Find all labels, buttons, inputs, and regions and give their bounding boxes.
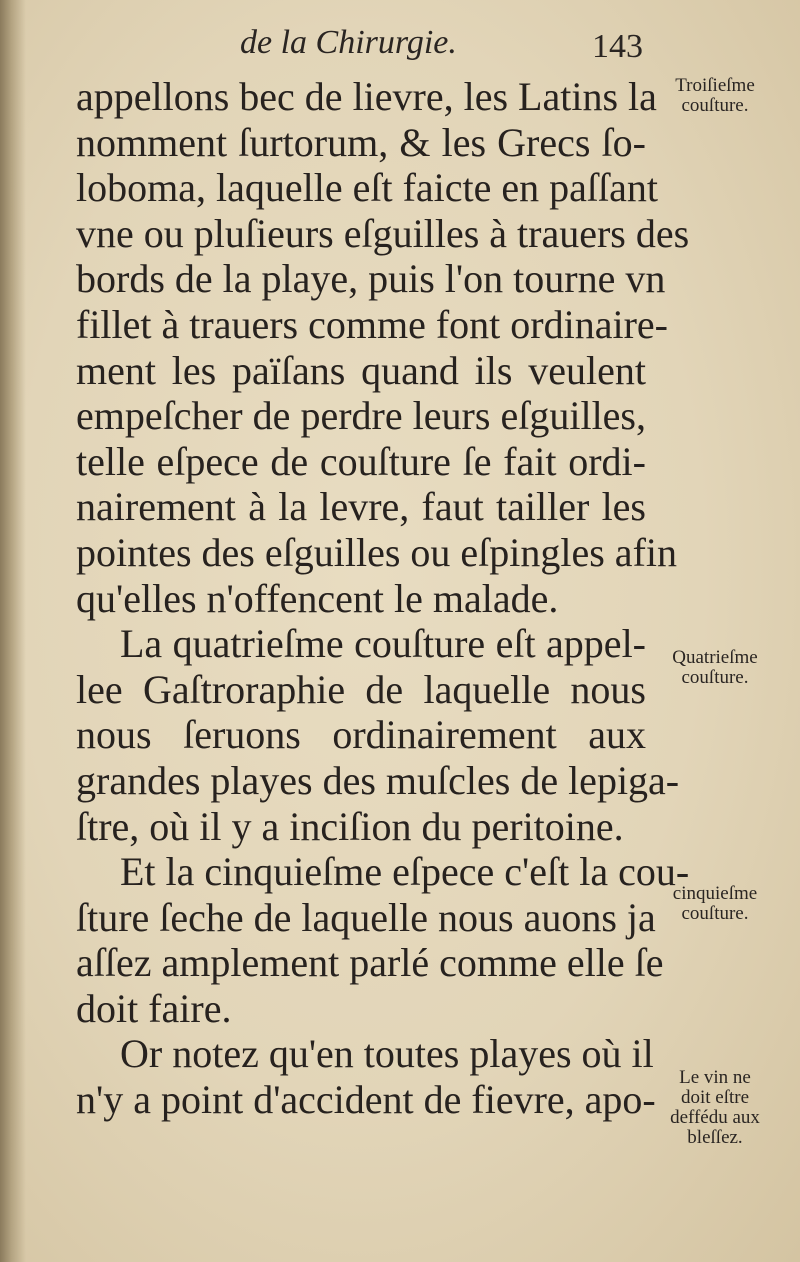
text-line: nous ſeruons ordinairement aux xyxy=(76,712,646,758)
margin-note-line: bleſſez. xyxy=(687,1127,743,1148)
text-line: ſtre, où il y a inciſion du peritoine. xyxy=(76,803,624,849)
margin-note xyxy=(652,1068,778,1148)
text-line: lee Gaſtroraphie de laquelle nous xyxy=(76,666,646,712)
text-line: pointes des eſguilles ou eſpingles afin xyxy=(76,529,677,575)
margin-note xyxy=(652,76,778,116)
margin-note-line: couſture. xyxy=(681,667,749,688)
text-line: telle eſpece de couſture ſe fait ordi- xyxy=(76,438,646,484)
text-line: nomment ſurtorum, & les Grecs ſo- xyxy=(76,119,646,165)
text-line: ſture ſeche de laquelle nous auons ja xyxy=(76,894,656,940)
binding-gutter-shadow xyxy=(0,0,26,1262)
margin-note-line: Troiſieſme xyxy=(675,75,755,96)
running-title: de la Chirurgie. xyxy=(240,24,457,61)
text-line: qu'elles n'offencent le malade. xyxy=(76,575,559,621)
text-line: La quatrieſme couſture eſt appel- xyxy=(120,621,646,667)
text-line: aſſez amplement parlé comme elle ſe xyxy=(76,940,664,986)
text-line: vne ou pluſieurs eſguilles à trauers des xyxy=(76,210,690,256)
running-head xyxy=(240,22,660,74)
margin-note-line: couſture. xyxy=(681,95,749,116)
margin-note-line: cinquieſme xyxy=(672,883,758,904)
text-line: n'y a point d'accident de fievre, apo- xyxy=(76,1077,656,1123)
text-line: nairement à la levre, faut tailler les xyxy=(76,484,646,530)
margin-note xyxy=(652,648,778,688)
margin-note-line: couſture. xyxy=(681,903,749,924)
text-line: Et la cinquieſme eſpece c'eſt la cou- xyxy=(120,849,690,895)
margin-note-line: Quatrieſme xyxy=(672,647,758,668)
text-line: appellons bec de lievre, les Latins la xyxy=(76,74,657,119)
text-line: Or notez qu'en toutes playes où il xyxy=(120,1031,654,1077)
text-line: fillet à trauers comme font ordinaire- xyxy=(76,301,668,347)
body-text xyxy=(76,74,690,1123)
margin-note-line: doit eſtre xyxy=(680,1087,750,1108)
text-line: ment les païſans quand ils veulent xyxy=(76,347,646,393)
margin-note xyxy=(652,884,778,924)
margin-note-line: Le vin ne xyxy=(679,1067,751,1088)
text-line: empeſcher de perdre leurs eſguilles, xyxy=(76,393,646,439)
page-number: 143 xyxy=(592,28,643,65)
margin-note-line: deffédu aux xyxy=(670,1107,760,1128)
text-line: loboma, laquelle eſt faicte en paſſant xyxy=(76,165,658,211)
text-line: bords de la playe, puis l'on tourne vn xyxy=(76,256,666,302)
text-line: doit faire. xyxy=(76,985,232,1031)
text-line: grandes playes des muſcles de lepiga- xyxy=(76,757,680,803)
